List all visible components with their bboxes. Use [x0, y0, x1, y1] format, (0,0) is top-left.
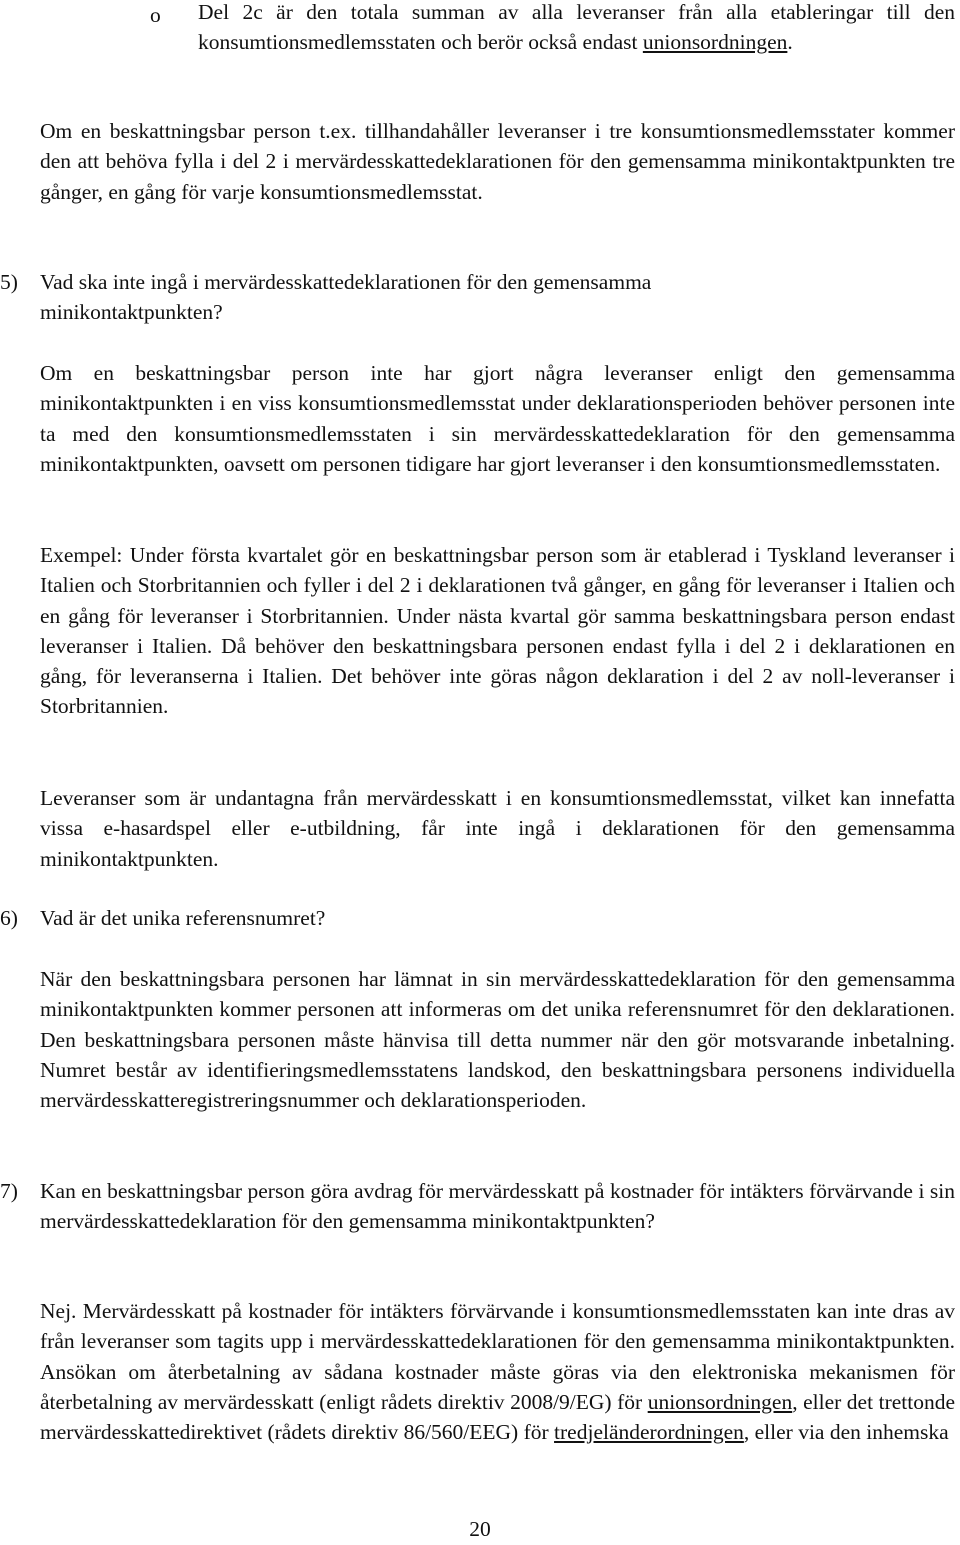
- bullet-text-tail: .: [787, 30, 793, 55]
- bullet-text-body: Del 2c är den totala summan av alla leveranser från alla etableringar till den konsumtionsmedlemsstaten och berör också endast: [198, 0, 955, 55]
- tredjelanderordningen-link[interactable]: tredjeländerordningen: [554, 1420, 744, 1445]
- bullet-marker: o: [150, 3, 161, 27]
- paragraph-no-supplies: Om en beskattningsbar person inte har gjort några leveranser enligt den gemensamma minikontaktpunkten i en viss konsumtionsmedlemsstat under deklarationsperioden behöver personen inte ta med den konsumtionsmedlemsstaten i sin mervärdesskattedeklaration för den gemensamma minikontaktpunkten, oavsett om personen tidigare har gjort leveranser i den konsumtionsmedlemsstaten.: [40, 361, 955, 476]
- question-7-number: 7): [0, 1179, 18, 1203]
- deduction-text-1: Nej. Mervärdesskatt på kostnader för intäkters förvärvande i konsumtionsmedlemsstaten kan inte dras av från leveranser som tagits upp i mervärdesskattedeklarationen för den gemensamma minikontaktpunkten. Ansökan om återbetalning av sådana kostnader måste göras via den elektroniska mekanismen för återbetalning av mervärdesskatt (enligt rådets direktiv 2008/9/EG) för: [40, 1299, 955, 1414]
- unionsordningen-link-2[interactable]: unionsordningen: [647, 1389, 793, 1414]
- paragraph-multiple-states: Om en beskattningsbar person t.ex. tillhandahåller leveranser i tre konsumtionsmedlemsstater kommer den att behöva fylla i del 2 i mervärdesskattedeklarationen för den gemensamma minikontaktpunkten tre gånger, en gång för varje konsumtionsmedlemsstat.: [40, 119, 955, 204]
- question-7-text: Kan en beskattningsbar person göra avdrag för mervärdesskatt på kostnader för intäkters förvärvande i sin mervärdesskattedeklaration för den gemensamma minikontaktpunkten?: [40, 1179, 955, 1234]
- paragraph-example: Exempel: Under första kvartalet gör en beskattningsbar person som är etablerad i Tyskland leveranser i Italien och Storbritannien och fyller i del 2 i deklarationen två gånger, en gång för leveranser i Italien och en gång för leveranser i Storbritannien. Under nästa kvartal gör samma beskattningsbara person endast leveranser i Italien. Då behöver den beskattningsbara personen endast fylla i del 2 i deklarationen en gång, för leveranserna i Italien. Det behöver inte göras någon deklaration i del 2 av noll-leveranser i Storbritannien.: [40, 543, 955, 719]
- deduction-text-2: , eller det trettonde mervärdesskattedirektivet (rådets direktiv 86/560/EEG) för: [40, 1389, 956, 1445]
- paragraph-deduction: [40, 1296, 955, 1447]
- deduction-text-3: , eller via den inhemska: [743, 1420, 949, 1445]
- question-5-text: Vad ska inte ingå i mervärdesskattedeklarationen för den gemensamma minikontaktpunkten?: [40, 270, 652, 325]
- paragraph-reference-number: När den beskattningsbara personen har lämnat in sin mervärdesskattedeklaration för den gemensamma minikontaktpunkten kommer personen att informeras om det unika referensnumret för den deklarationen. Den beskattningsbara personen måste hänvisa till detta nummer när den gör motsvarande inbetalning. Numret består av identifieringsmedlemsstatens landskod, den beskattningsbara personens individuella mervärdesskatteregistreringsnummer och deklarationsperioden.: [40, 967, 955, 1113]
- bullet-text: [198, 0, 955, 58]
- unionsordningen-link[interactable]: unionsordningen: [642, 30, 788, 55]
- question-5-number: 5): [0, 270, 18, 294]
- paragraph-exempt-supplies: Leveranser som är undantagna från mervärdesskatt i en konsumtionsmedlemsstat, vilket kan innefatta vissa e-hasardspel eller e-utbildning, får inte ingå i deklarationen för den gemensamma minikontaktpunkten.: [40, 786, 955, 871]
- bullet-item: [0, 0, 960, 95]
- question-6-text: Vad är det unika referensnumret?: [40, 906, 326, 930]
- page-number: 20: [469, 1517, 491, 1541]
- question-6-number: 6): [0, 906, 18, 930]
